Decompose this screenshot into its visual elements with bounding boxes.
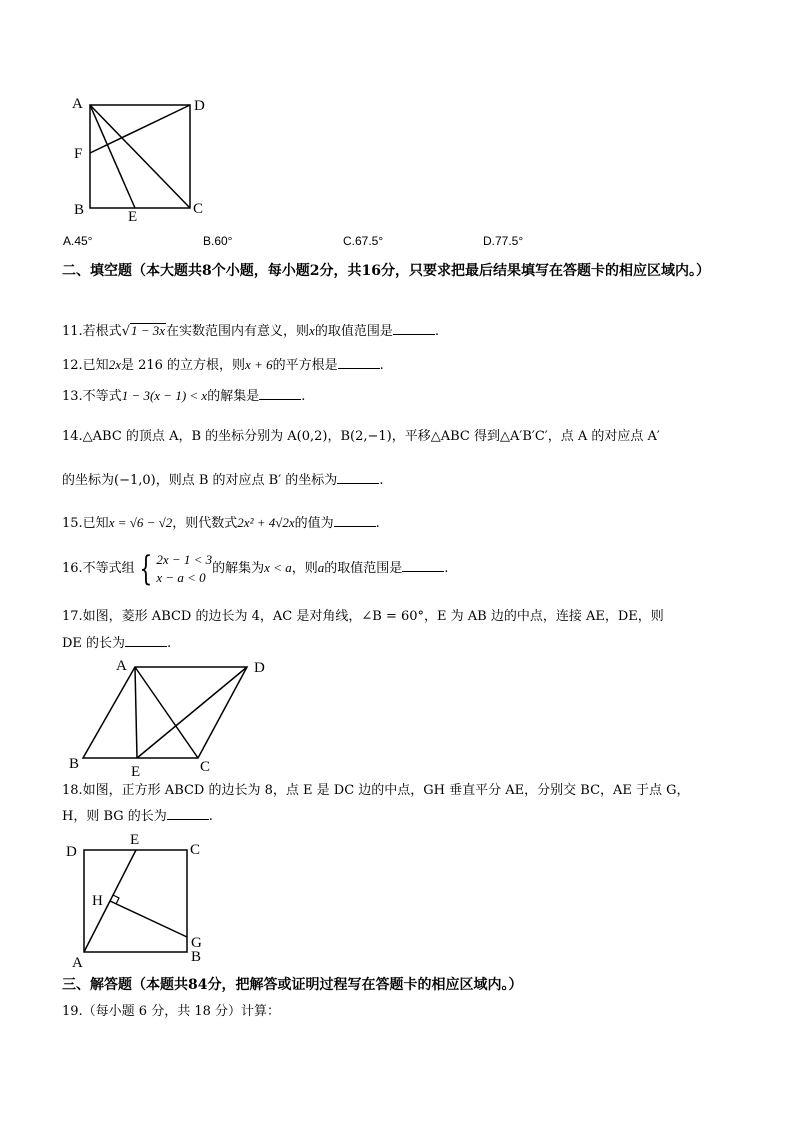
question-12: 12.已知2x是 216 的立方根，则x + 6的平方根是 . xyxy=(62,357,384,373)
question-13: 13.不等式1 − 3(x − 1) < x的解集是 . xyxy=(62,388,306,404)
answer-blank[interactable] xyxy=(393,321,435,335)
label-c: C xyxy=(190,842,201,858)
label-h: H xyxy=(92,893,103,909)
label-a: A xyxy=(72,96,83,112)
segment-de xyxy=(137,667,247,758)
label-f: F xyxy=(74,146,83,162)
section-2-heading: 二、填空题（本大题共8个小题，每小题2分，共16分，只要求把最后结果填写在答题卡的相应区域内。） xyxy=(62,263,710,279)
figure-rhombus xyxy=(64,654,284,779)
label-c: C xyxy=(193,201,204,217)
segment-ac xyxy=(135,667,198,758)
question-15: 15.已知x = √6 − √2，则代数式2x² + 4√2x的值为 . xyxy=(62,515,380,531)
label-e: E xyxy=(128,209,138,225)
segment-gh xyxy=(110,901,187,937)
answer-blank[interactable] xyxy=(167,806,209,820)
answer-blank[interactable] xyxy=(125,633,167,647)
segment-ae xyxy=(135,667,137,758)
label-b: B xyxy=(74,202,85,218)
rhombus-outline xyxy=(83,667,247,758)
label-c: C xyxy=(200,759,211,775)
segment-ae xyxy=(90,105,135,208)
figure-square-1 xyxy=(60,90,220,225)
answer-blank[interactable] xyxy=(402,558,444,572)
label-a: A xyxy=(116,658,127,674)
label-d: D xyxy=(194,98,205,114)
answer-blank[interactable] xyxy=(259,386,301,400)
label-e: E xyxy=(130,832,140,848)
segment-fd xyxy=(90,105,190,153)
option-c: C.67.5° xyxy=(343,234,384,248)
question-17-line-2: DE 的长为 . xyxy=(62,633,171,653)
question-16: 16.不等式组 { 2x − 1 < 3 x − a < 0的解集为x < a，则a的取值范围是 . xyxy=(62,548,449,589)
question-18-line-2: H，则 BG 的长为 . xyxy=(62,806,213,826)
label-g: G xyxy=(191,935,202,951)
label-b: B xyxy=(69,756,80,772)
question-18-line-1: 18.如图，正方形 ABCD 的边长为 8，点 E 是 DC 边的中点，GH 垂直平分 AE，分别交 BC，AE 于点 G， xyxy=(62,783,690,798)
segment-ac xyxy=(90,105,190,208)
figure-square-2 xyxy=(60,828,220,971)
question-11: 11.若根式√1 − 3x在实数范围内有意义，则x的取值范围是 . xyxy=(62,323,439,339)
answer-blank[interactable] xyxy=(337,470,379,484)
option-a: A.45° xyxy=(63,234,93,248)
label-d: D xyxy=(254,660,265,676)
option-d: D.77.5° xyxy=(483,234,524,248)
section-3-heading: 三、解答题（本题共84分，把解答或证明过程写在答题卡的相应区域内。） xyxy=(62,977,523,993)
answer-blank[interactable] xyxy=(338,355,380,369)
question-14-line-2: 的坐标为(−1,0)，则点 B 的对应点 B′ 的坐标为 . xyxy=(62,470,383,490)
label-d: D xyxy=(66,844,77,860)
label-b: B xyxy=(191,949,202,965)
question-19: 19.（每小题 6 分，共 18 分）计算： xyxy=(62,1004,281,1019)
question-14-line-1: 14.△ABC 的顶点 A，B 的坐标分别为 A(0,2)，B(2,−1)，平移△ABC 得到△A′B′C′，点 A 的对应点 A′ xyxy=(62,429,660,444)
question-17-line-1: 17.如图，菱形 ABCD 的边长为 4，AC 是对角线，∠B = 60°，E 为 AB 边的中点，连接 AE，DE，则 xyxy=(62,609,664,624)
label-e: E xyxy=(131,764,141,780)
label-a: A xyxy=(72,955,83,971)
option-b: B.60° xyxy=(203,234,233,248)
answer-blank[interactable] xyxy=(334,513,376,527)
